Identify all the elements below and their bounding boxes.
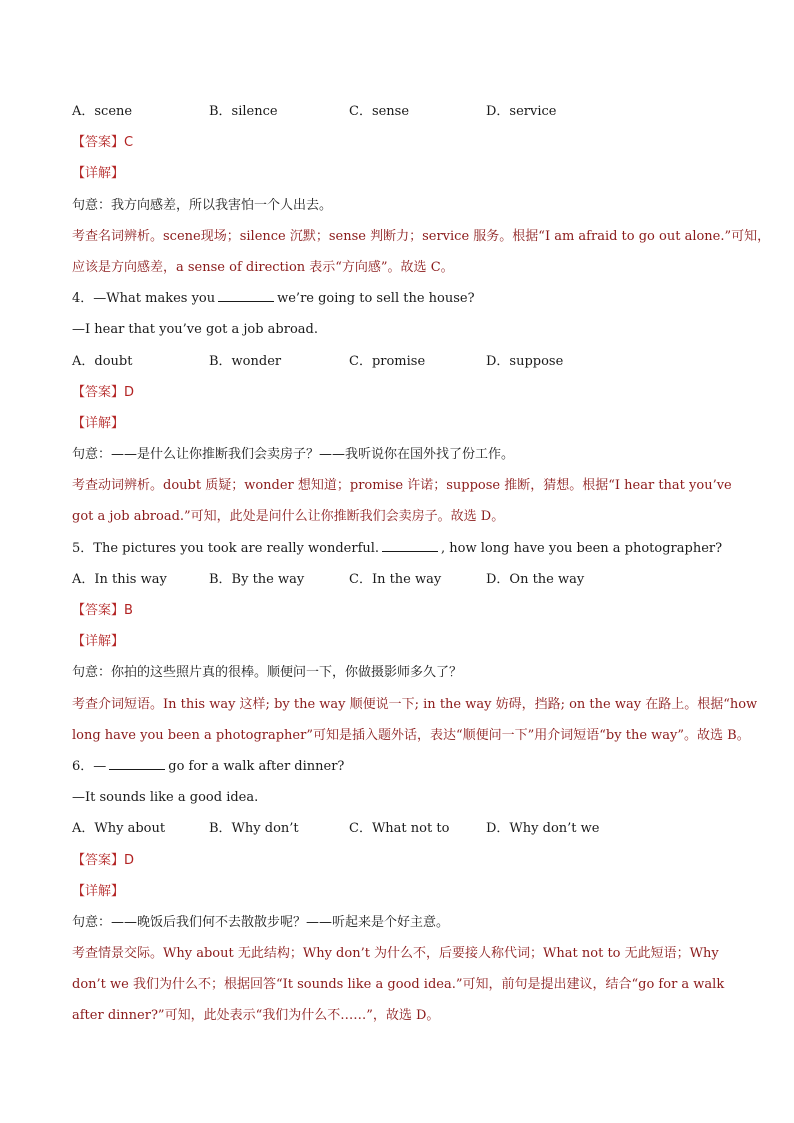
- q4-answer-line: [72, 377, 732, 408]
- q4-explanation-line-1: 考查动词辨析。doubt 质疑；wonder 想知道；promise 许诺；suppose 推断，猜想。根据“I hear that you’ve: [72, 478, 732, 494]
- q4-option-b: B．wonder: [209, 353, 282, 369]
- q4-option-a: A．doubt: [72, 353, 133, 369]
- q4-option-c: C．promise: [349, 353, 426, 369]
- q5-stem-after: , how long have you been a photographer?: [441, 540, 723, 556]
- q4-answer: D: [124, 384, 135, 400]
- q5-answer-line: [72, 595, 732, 626]
- q5-explanation-line-1: 考查介词短语。In this way 这样; by the way 顺便说一下; in the way 妨碍，挡路; on the way 在路上。根据“how: [72, 696, 758, 712]
- q3-option-a: A．scene: [72, 104, 133, 119]
- q6-options: [72, 813, 732, 844]
- q5-detail-label: 【详解】: [72, 634, 125, 650]
- q6-option-b: B．Why don’t: [209, 821, 299, 837]
- q3-answer-line: [72, 127, 732, 158]
- q5-explanation-line-2: long have you been a photographer”可知是插入题外话，表达“顺便问一下”用介词短语“by the way”。故选 B。: [72, 727, 750, 743]
- q5-stem: [72, 533, 732, 564]
- q6-option-a: A．Why about: [72, 821, 166, 837]
- q4-option-d: D．suppose: [486, 353, 564, 369]
- q4-explanation-line-2: got a job abroad.”可知，此处是问什么让你推断我们会卖房子。故选 D。: [72, 509, 505, 525]
- q3-explanation-line-1: 考查名词辨析。scene现场；silence 沉默；sense 判断力；service 服务。根据“I am afraid to go out alone.”可知，: [72, 228, 771, 244]
- q6-explanation-line-1: 考查情景交际。Why about 无此结构；Why don’t 为什么不，后要接人称代词；What not to 无此短语；Why: [72, 946, 719, 962]
- q3-option-d: D．service: [486, 104, 557, 119]
- q3-answer: C: [124, 135, 134, 151]
- q4-meaning: 句意：——是什么让你推断我们会卖房子？——我听说你在国外找了份工作。: [72, 447, 515, 463]
- document-page: [72, 96, 771, 1032]
- q5-option-d: D．On the way: [486, 571, 585, 587]
- q4-stem-after: we’re going to sell the house?: [277, 291, 475, 307]
- q4-blank: [218, 287, 274, 302]
- q6-stem-after: go for a walk after dinner?: [168, 758, 345, 774]
- q6-explanation-line-3: after dinner?”可知，此处表示“我们为什么不……”，故选 D。: [72, 1008, 440, 1024]
- q5-answer-label: 【答案】: [72, 603, 125, 618]
- q5-answer: B: [124, 603, 133, 618]
- q5-blank: [382, 537, 438, 552]
- q4-detail-label: 【详解】: [72, 415, 125, 431]
- q4-reply: —I hear that you’ve got a job abroad.: [72, 322, 318, 338]
- q3-meaning: 句意：我方向感差，所以我害怕一个人出去。: [72, 197, 333, 213]
- q5-meaning: 句意：你拍的这些照片真的很棒。顺便问一下，你做摄影师多久了？: [72, 665, 463, 681]
- q4-answer-label: 【答案】: [72, 384, 125, 400]
- q3-option-c: C．sense: [349, 104, 410, 119]
- q4-options: [72, 346, 732, 377]
- q6-stem-before: 6．—: [72, 758, 107, 774]
- q6-detail-label: 【详解】: [72, 883, 125, 899]
- q5-option-c: C．In the way: [349, 571, 442, 587]
- q6-meaning: 句意：——晚饭后我们何不去散散步呢？——听起来是个好主意。: [72, 914, 450, 930]
- q4-stem-before: 4．—What makes you: [72, 291, 216, 307]
- q6-option-c: C．What not to: [349, 821, 450, 837]
- q5-option-b: B．By the way: [209, 571, 305, 587]
- q3-answer-label: 【答案】: [72, 135, 125, 151]
- q4-stem: [72, 283, 732, 314]
- q5-stem-before: 5．The pictures you took are really wonderful.: [72, 540, 380, 556]
- q6-answer-label: 【答案】: [72, 852, 125, 868]
- q3-detail-label: 【详解】: [72, 166, 125, 182]
- q6-option-d: D．Why don’t we: [486, 821, 600, 837]
- q6-reply: —It sounds like a good idea.: [72, 790, 259, 806]
- q3-explanation-line-2: 应该是方向感差，a sense of direction 表示“方向感”。故选 C。: [72, 259, 454, 275]
- q3-option-b: B．silence: [209, 104, 278, 119]
- q6-answer: D: [124, 852, 135, 868]
- q6-stem: [72, 751, 732, 782]
- q3-options: [72, 96, 732, 127]
- q6-answer-line: [72, 845, 732, 876]
- q5-option-a: A．In this way: [72, 571, 167, 587]
- q5-options: [72, 564, 732, 595]
- q6-explanation-line-2: don’t we 我们为什么不；根据回答“It sounds like a good idea.”可知，前句是提出建议，结合“go for a walk: [72, 977, 725, 993]
- q6-blank: [109, 755, 165, 770]
